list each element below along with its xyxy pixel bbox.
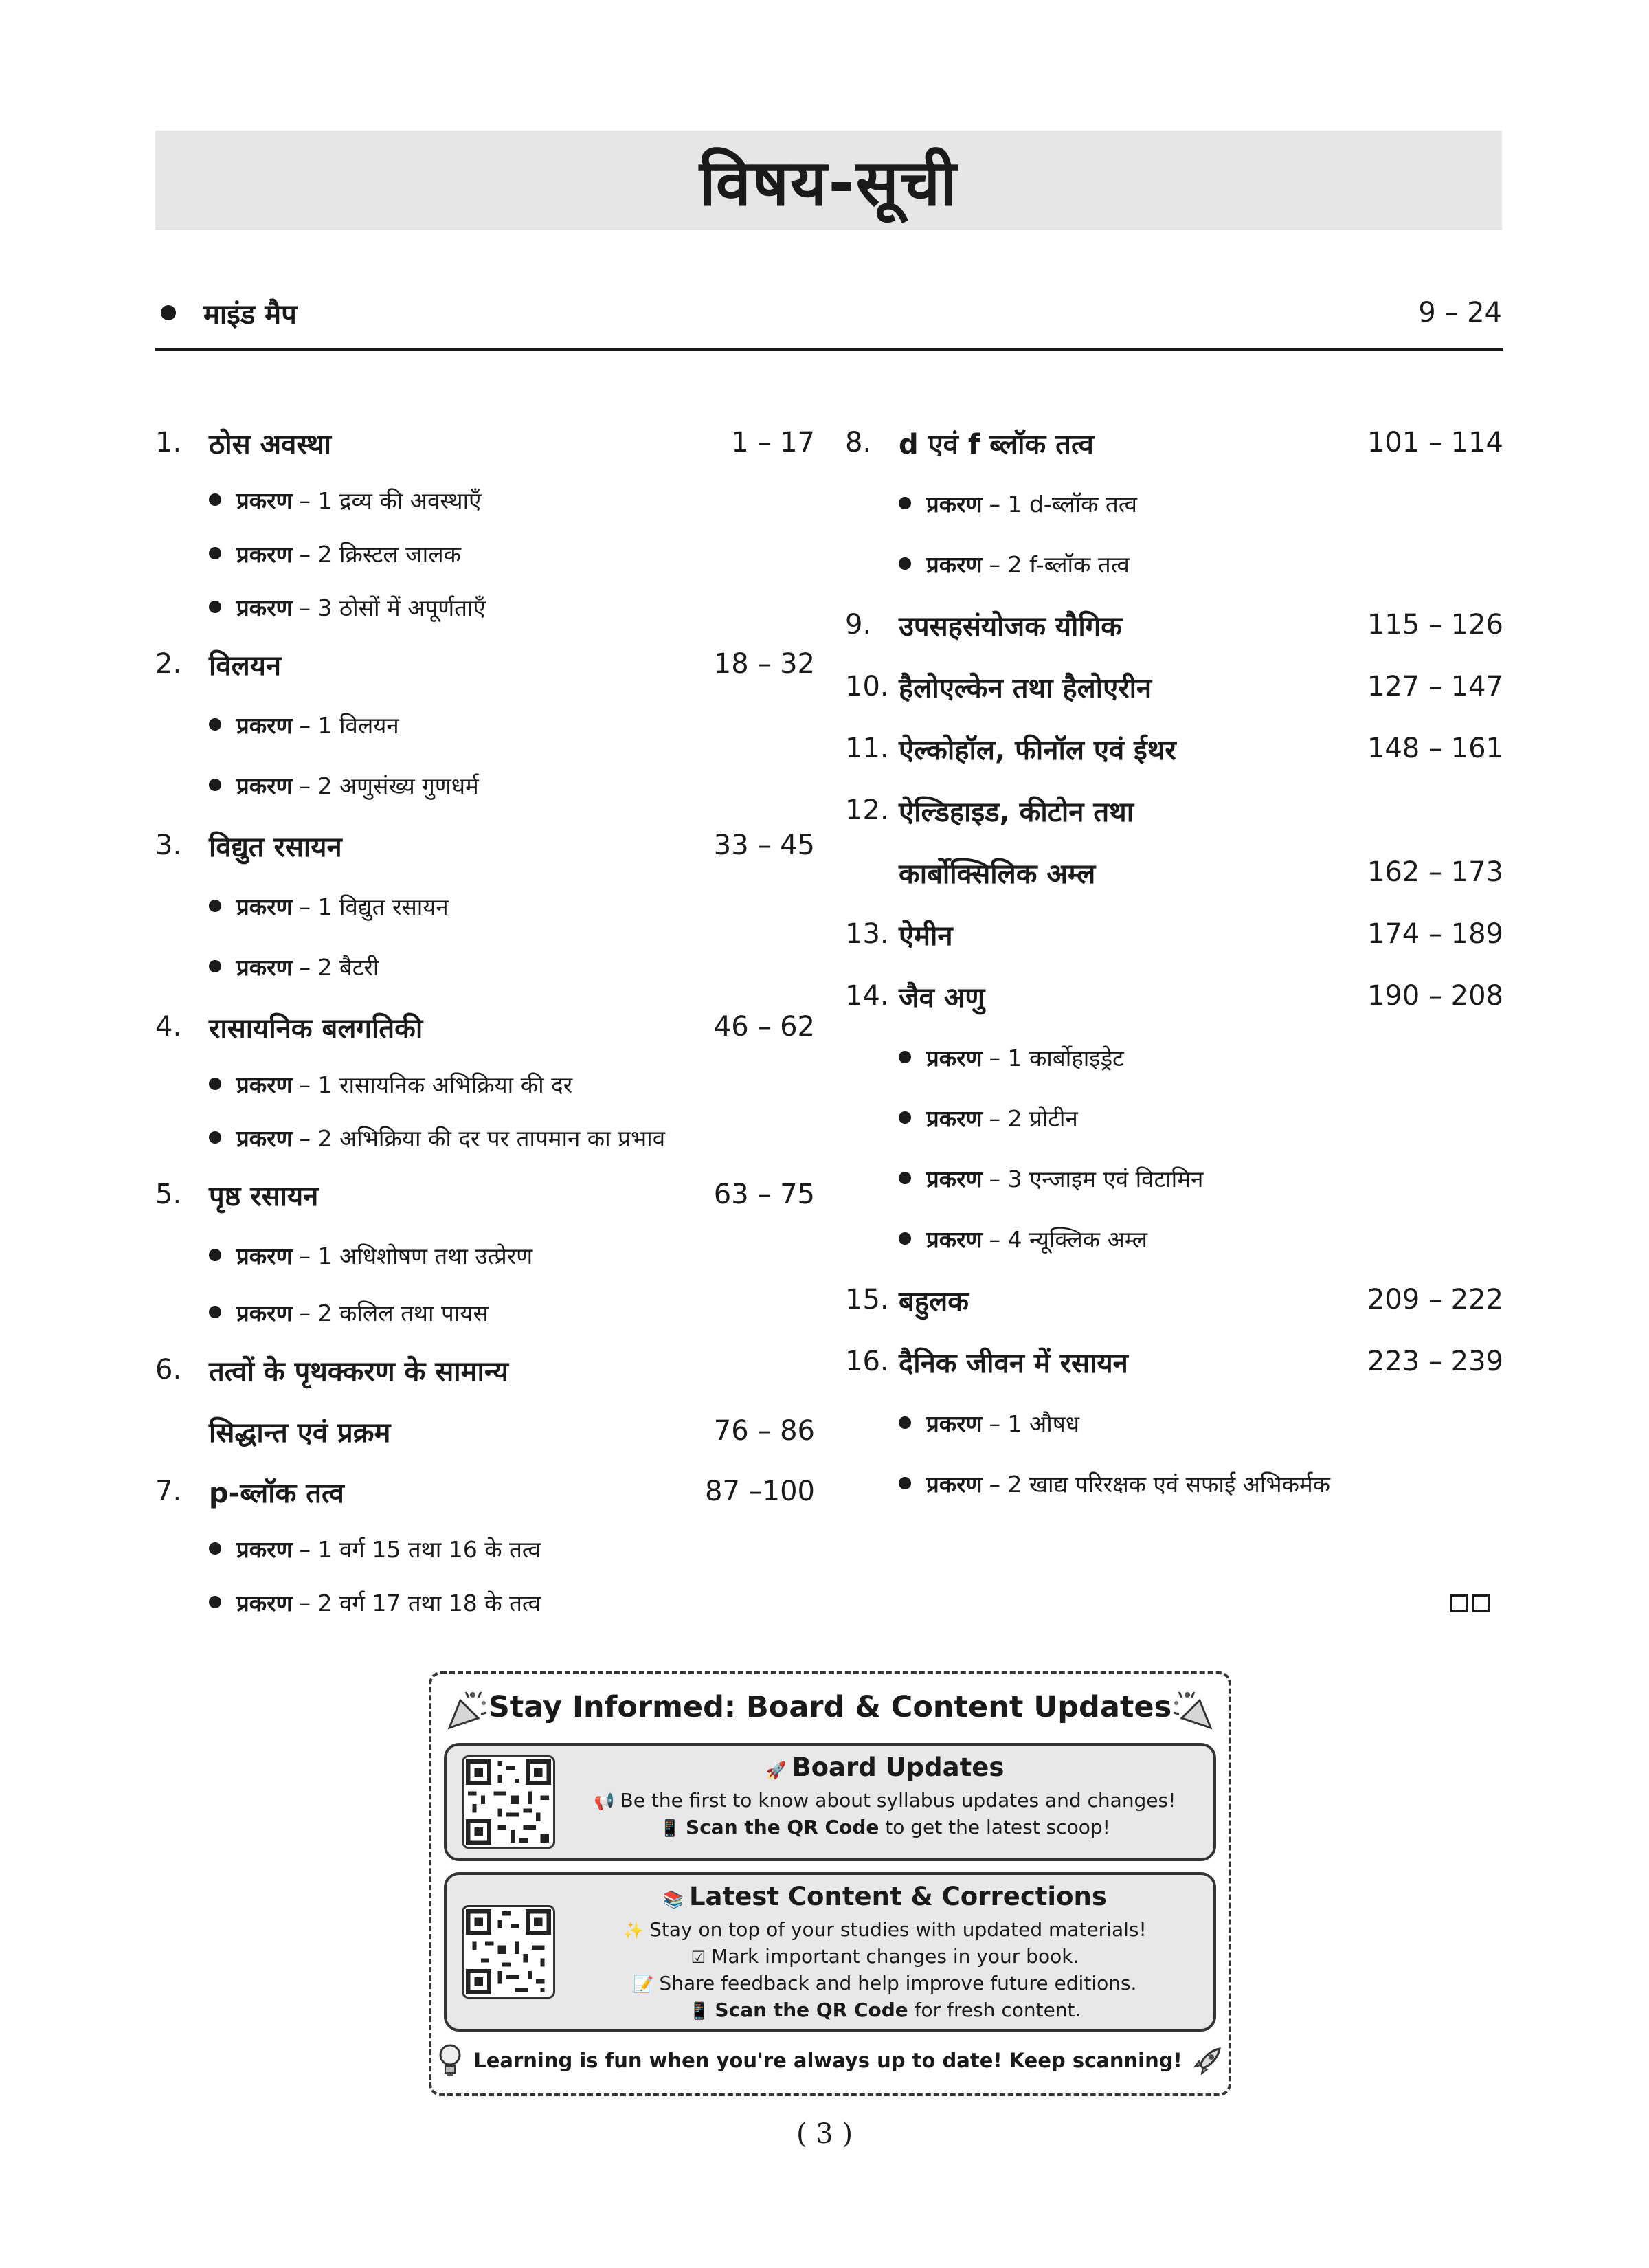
- topic-title: – 1 औषध: [989, 1410, 1080, 1437]
- topic-title: – 2 क्रिस्टल जालक: [299, 540, 461, 568]
- topic-title: – 1 वर्ग 15 तथा 16 के तत्व: [299, 1535, 541, 1563]
- chapter-row: [845, 1331, 1503, 1392]
- chapter-pages: 33 – 45: [713, 830, 815, 861]
- bullet-icon: [899, 1232, 911, 1245]
- bullet-icon: [161, 305, 176, 320]
- topic-keyword: प्रकरण: [236, 1242, 293, 1269]
- topic-keyword: प्रकरण: [926, 1104, 983, 1132]
- topic-row: [845, 533, 1503, 594]
- chapter-pages: 148 – 161: [1367, 733, 1503, 764]
- topic-row: [155, 473, 815, 526]
- topic-keyword: प्रकरण: [236, 772, 293, 799]
- topic-title: – 2 अभिक्रिया की दर पर तापमान का प्रभाव: [299, 1124, 666, 1152]
- chapter-row: [845, 656, 1503, 718]
- bullet-icon: [209, 1542, 221, 1555]
- topic-row: [845, 1148, 1503, 1208]
- chapter-number: 13.: [845, 918, 889, 950]
- chapter-title: बहुलक: [899, 1285, 969, 1318]
- page-number: ( 3 ): [796, 2118, 853, 2150]
- topic-row: [845, 1087, 1503, 1148]
- footer-text: Learning is fun when you're always up to date! Keep scanning!: [473, 2049, 1182, 2072]
- chapter-pages: 127 – 147: [1367, 671, 1503, 702]
- chapter-pages: 63 – 75: [713, 1179, 815, 1210]
- bullet-icon: [209, 718, 221, 731]
- topic-keyword: प्रकरण: [236, 487, 293, 514]
- latest-content-line: 📝 Share feedback and help improve future editions.: [570, 1970, 1200, 1997]
- chapter-pages: 18 – 32: [713, 648, 815, 680]
- chapter-number: 1.: [155, 427, 182, 458]
- bullet-icon: [899, 1172, 911, 1184]
- chapter-number: 7.: [155, 1476, 182, 1507]
- topic-keyword: प्रकरण: [236, 1124, 293, 1152]
- sparkles-icon: ✨: [623, 1921, 644, 1940]
- chapter-number: 2.: [155, 648, 182, 680]
- chapter-row: [845, 779, 1503, 841]
- latest-content-title: 📚 Latest Content & Corrections: [663, 1882, 1107, 1911]
- party-popper-icon: [445, 1687, 493, 1731]
- chapter-number: 10.: [845, 671, 889, 702]
- topic-title: – 1 विद्युत रसायन: [299, 893, 449, 920]
- chapter-pages: 162 – 173: [1367, 856, 1503, 888]
- bullet-icon: [209, 900, 221, 912]
- chapter-number: 12.: [845, 794, 889, 826]
- topic-title: – 2 कलिल तथा पायस: [299, 1299, 489, 1326]
- topic-title: – 1 विलयन: [299, 711, 399, 739]
- bullet-icon: [209, 960, 221, 972]
- chapter-pages: 190 – 208: [1367, 980, 1503, 1012]
- topic-row: [155, 936, 815, 997]
- chapter-pages: 115 – 126: [1367, 609, 1503, 641]
- topic-title: – 2 खाद्य परिरक्षक एवं सफाई अभिकर्मक: [989, 1470, 1331, 1498]
- chapter-title: ऐमीन: [899, 920, 953, 952]
- chapter-title: पृष्ठ रसायन: [209, 1180, 319, 1212]
- topic-row: [155, 1057, 815, 1111]
- chapter-row: [845, 594, 1503, 656]
- topic-keyword: प्रकरण: [926, 490, 983, 518]
- topic-title: – 1 द्रव्य की अवस्थाएँ: [299, 487, 482, 514]
- chapter-row: [155, 1461, 815, 1522]
- topic-keyword: प्रकरण: [236, 540, 293, 568]
- chapter-pages: 209 – 222: [1367, 1284, 1503, 1315]
- topic-title: – 2 वर्ग 17 तथा 18 के तत्व: [299, 1589, 541, 1616]
- toc-column-right: [845, 412, 1503, 1513]
- bullet-icon: [209, 1131, 221, 1144]
- chapter-number: 3.: [155, 830, 182, 861]
- topic-title: – 1 कार्बोहाइड्रेट: [989, 1044, 1124, 1071]
- topic-keyword: प्रकरण: [926, 1225, 983, 1253]
- chapter-title-line2: कार्बोक्सिलिक अम्ल: [899, 858, 1096, 890]
- rocket-icon: 🚀: [765, 1761, 787, 1780]
- bullet-icon: [209, 1306, 221, 1318]
- topic-title: – 1 अधिशोषण तथा उत्प्रेरण: [299, 1242, 533, 1269]
- chapter-title: d एवं f ब्लॉक तत्व: [899, 428, 1094, 460]
- chapter-title: दैनिक जीवन में रसायन: [899, 1347, 1128, 1379]
- topic-row: [845, 473, 1503, 533]
- topic-row: [155, 1522, 815, 1575]
- topic-title: – 3 एन्जाइम एवं विटामिन: [989, 1165, 1204, 1192]
- topic-keyword: प्रकरण: [236, 594, 293, 621]
- qr-code-board-updates[interactable]: [462, 1755, 555, 1849]
- topic-row: [845, 1453, 1503, 1513]
- chapter-number: 5.: [155, 1179, 182, 1210]
- bullet-icon: [899, 1051, 911, 1063]
- mind-map-pages: 9 – 24: [1418, 297, 1502, 329]
- bullet-icon: [209, 1078, 221, 1090]
- chapter-number: 9.: [845, 609, 872, 641]
- rocket-icon: [1192, 2045, 1224, 2076]
- topic-row: [155, 1285, 815, 1339]
- chapter-number: 6.: [155, 1354, 182, 1386]
- chapter-title: ऐल्कोहॉल, फीनॉल एवं ईथर: [899, 734, 1176, 766]
- chapter-title: हैलोएल्केन तथा हैलोएरीन: [899, 672, 1152, 704]
- chapter-number: 8.: [845, 427, 872, 458]
- books-icon: 📚: [663, 1890, 684, 1909]
- chapter-row: [155, 997, 815, 1057]
- chapter-pages: 76 – 86: [713, 1415, 815, 1447]
- toc-column-left: [155, 412, 815, 1629]
- chapter-number: 15.: [845, 1284, 889, 1315]
- bullet-icon: [209, 601, 221, 613]
- topic-keyword: प्रकरण: [926, 1470, 983, 1498]
- latest-content-line: ✨ Stay on top of your studies with updated materials!: [570, 1917, 1200, 1944]
- topic-row: [155, 580, 815, 634]
- page-title: विषय-सूची: [699, 146, 958, 220]
- topic-keyword: प्रकरण: [926, 1044, 983, 1071]
- topic-row: [155, 694, 815, 755]
- chapter-row: [155, 1339, 815, 1401]
- bullet-icon: [899, 1416, 911, 1429]
- info-box-title: Stay Informed: Board & Content Updates: [488, 1690, 1172, 1724]
- topic-title: – 4 न्यूक्लिक अम्ल: [989, 1225, 1148, 1253]
- updates-info-box: [429, 1671, 1231, 2096]
- topic-keyword: प्रकरण: [236, 1299, 293, 1326]
- topic-row: [155, 755, 815, 815]
- topic-row: [845, 1392, 1503, 1453]
- topic-row: [155, 876, 815, 936]
- latest-content-scan-line: 📱 Scan the QR Code for fresh content.: [570, 1997, 1200, 2024]
- chapter-title: तत्वों के पृथक्करण के सामान्य: [209, 1355, 508, 1388]
- bullet-icon: [209, 1596, 221, 1608]
- chapter-title: ठोस अवस्था: [209, 428, 332, 460]
- topic-row: [155, 526, 815, 580]
- lightbulb-icon: [436, 2043, 464, 2078]
- chapter-row: [845, 718, 1503, 779]
- chapter-title: विलयन: [209, 649, 282, 682]
- topic-row: [155, 1575, 815, 1629]
- chapter-pages: 101 – 114: [1367, 427, 1503, 458]
- chapter-pages: 46 – 62: [713, 1011, 815, 1043]
- topic-row: [845, 1208, 1503, 1269]
- latest-content-card: [444, 1872, 1216, 2032]
- chapter-pages: 174 – 189: [1367, 918, 1503, 950]
- bullet-icon: [899, 1477, 911, 1489]
- chapter-row: [155, 412, 815, 473]
- board-updates-text: [570, 1753, 1200, 1841]
- end-of-section-mark: [1450, 1594, 1490, 1612]
- latest-content-text: [570, 1882, 1200, 2024]
- party-popper-icon: [1167, 1687, 1215, 1731]
- topic-keyword: प्रकरण: [926, 1165, 983, 1192]
- topic-keyword: प्रकरण: [236, 1535, 293, 1563]
- bullet-icon: [209, 493, 221, 506]
- board-updates-title: 🚀 Board Updates: [765, 1753, 1005, 1782]
- topic-keyword: प्रकरण: [236, 1071, 293, 1098]
- bullet-icon: [899, 1111, 911, 1124]
- topic-title: – 3 ठोसों में अपूर्णताएँ: [299, 594, 486, 621]
- topic-title: – 2 प्रोटीन: [989, 1104, 1078, 1132]
- memo-icon: 📝: [633, 1975, 654, 1994]
- chapter-number: 11.: [845, 733, 889, 764]
- chapter-row-continued: [155, 1401, 815, 1461]
- chapter-row: [155, 1164, 815, 1225]
- bullet-icon: [209, 779, 221, 791]
- topic-title: – 1 रासायनिक अभिक्रिया की दर: [299, 1071, 573, 1098]
- topic-keyword: प्रकरण: [926, 1410, 983, 1437]
- topic-keyword: प्रकरण: [236, 711, 293, 739]
- chapter-row: [155, 634, 815, 694]
- chapter-row-continued: [845, 841, 1503, 903]
- chapter-title: उपसहसंयोजक यौगिक: [899, 610, 1123, 643]
- mind-map-row: [155, 289, 1502, 337]
- chapter-row: [155, 815, 815, 876]
- qr-code-latest-content[interactable]: [462, 1905, 555, 1999]
- chapter-title-line2: सिद्धान्त एवं प्रक्रम: [209, 1416, 391, 1449]
- topic-title: – 2 f-ब्लॉक तत्व: [989, 551, 1130, 578]
- divider-line: [155, 348, 1503, 351]
- bullet-icon: [899, 497, 911, 509]
- chapter-row: [845, 1269, 1503, 1331]
- phone-icon: 📱: [688, 2001, 710, 2021]
- topic-title: – 2 बैटरी: [299, 953, 379, 981]
- topic-row: [845, 1027, 1503, 1087]
- checkbox-icon: ☑: [691, 1948, 706, 1967]
- chapter-number: 14.: [845, 980, 889, 1012]
- title-banner: [155, 131, 1502, 230]
- chapter-pages: 1 – 17: [731, 427, 815, 458]
- chapter-pages: 87 –100: [705, 1476, 815, 1507]
- chapter-pages: 223 – 239: [1367, 1346, 1503, 1377]
- chapter-title: जैव अणु: [899, 981, 985, 1014]
- chapter-number: 16.: [845, 1346, 889, 1377]
- topic-title: – 2 अणुसंख्य गुणधर्म: [299, 772, 479, 799]
- bullet-icon: [209, 547, 221, 559]
- chapter-title: विद्युत रसायन: [209, 831, 342, 863]
- info-box-footer: [431, 2040, 1229, 2081]
- topic-keyword: प्रकरण: [926, 551, 983, 578]
- board-updates-line: 📢 Be the first to know about syllabus updates and changes!: [570, 1788, 1200, 1814]
- chapter-number: 4.: [155, 1011, 182, 1043]
- bullet-icon: [899, 557, 911, 570]
- topic-keyword: प्रकरण: [236, 953, 293, 981]
- topic-row: [155, 1225, 815, 1285]
- mind-map-label: माइंड मैप: [203, 298, 297, 331]
- chapter-title: रासायनिक बलगतिकी: [209, 1012, 423, 1045]
- topic-title: – 1 d-ब्लॉक तत्व: [989, 490, 1137, 518]
- chapter-row: [845, 903, 1503, 965]
- info-box-heading: [431, 1674, 1229, 1740]
- chapter-row: [845, 965, 1503, 1027]
- topic-keyword: प्रकरण: [236, 1589, 293, 1616]
- chapter-row: [845, 412, 1503, 473]
- megaphone-icon: 📢: [594, 1792, 615, 1811]
- chapter-title: ऐल्डिहाइड, कीटोन तथा: [899, 796, 1134, 828]
- board-updates-card: [444, 1743, 1216, 1861]
- board-updates-scan-line: 📱 Scan the QR Code to get the latest scoop!: [570, 1814, 1200, 1841]
- topic-row: [155, 1111, 815, 1164]
- phone-icon: 📱: [660, 1819, 681, 1838]
- topic-keyword: प्रकरण: [236, 893, 293, 920]
- latest-content-line: ☑ Mark important changes in your book.: [570, 1944, 1200, 1970]
- bullet-icon: [209, 1249, 221, 1261]
- chapter-title: p-ब्लॉक तत्व: [209, 1477, 344, 1509]
